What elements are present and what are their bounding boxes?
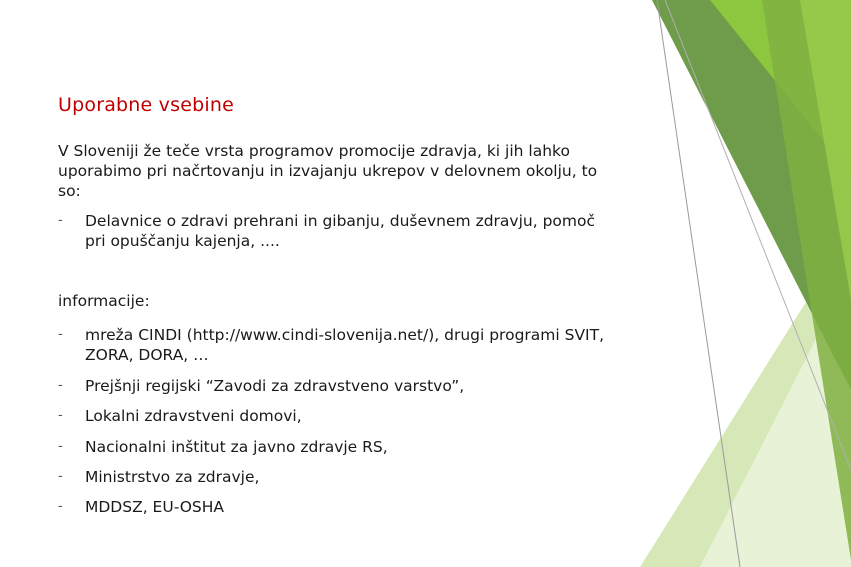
intro-paragraph: V Sloveniji že teče vrsta programov promocije zdravja, ki jih lahko uporabimo pri načrtovanju in izvajanju ukrepov v delovnem okolju, to so: bbox=[58, 142, 598, 200]
bullet-dash: - bbox=[58, 439, 63, 454]
slide-title: Uporabne vsebine bbox=[58, 94, 234, 116]
info-item-text: mreža CINDI (http://www.cindi-slovenija.net/), drugi programi SVIT, ZORA, DORA, … bbox=[85, 326, 605, 364]
bullet-dash: - bbox=[58, 408, 63, 423]
bullet-dash: - bbox=[58, 378, 63, 393]
bullet-dash: - bbox=[58, 213, 63, 228]
info-label: informacije: bbox=[58, 292, 150, 310]
info-item-text: Ministrstvo za zdravje, bbox=[85, 468, 260, 486]
program-item-text: Delavnice o zdravi prehrani in gibanju, duševnem zdravju, pomoč pri opuščanju kajenja, .... bbox=[85, 212, 595, 250]
info-item-text: Lokalni zdravstveni domovi, bbox=[85, 407, 302, 425]
info-item-text: Nacionalni inštitut za javno zdravje RS, bbox=[85, 438, 388, 456]
bullet-dash: - bbox=[58, 469, 63, 484]
info-item-text: MDDSZ, EU-OSHA bbox=[85, 498, 225, 516]
info-item-text: Prejšnji regijski “Zavodi za zdravstveno varstvo”, bbox=[85, 377, 465, 395]
bullet-dash: - bbox=[58, 327, 63, 342]
bullet-dash: - bbox=[58, 499, 63, 514]
